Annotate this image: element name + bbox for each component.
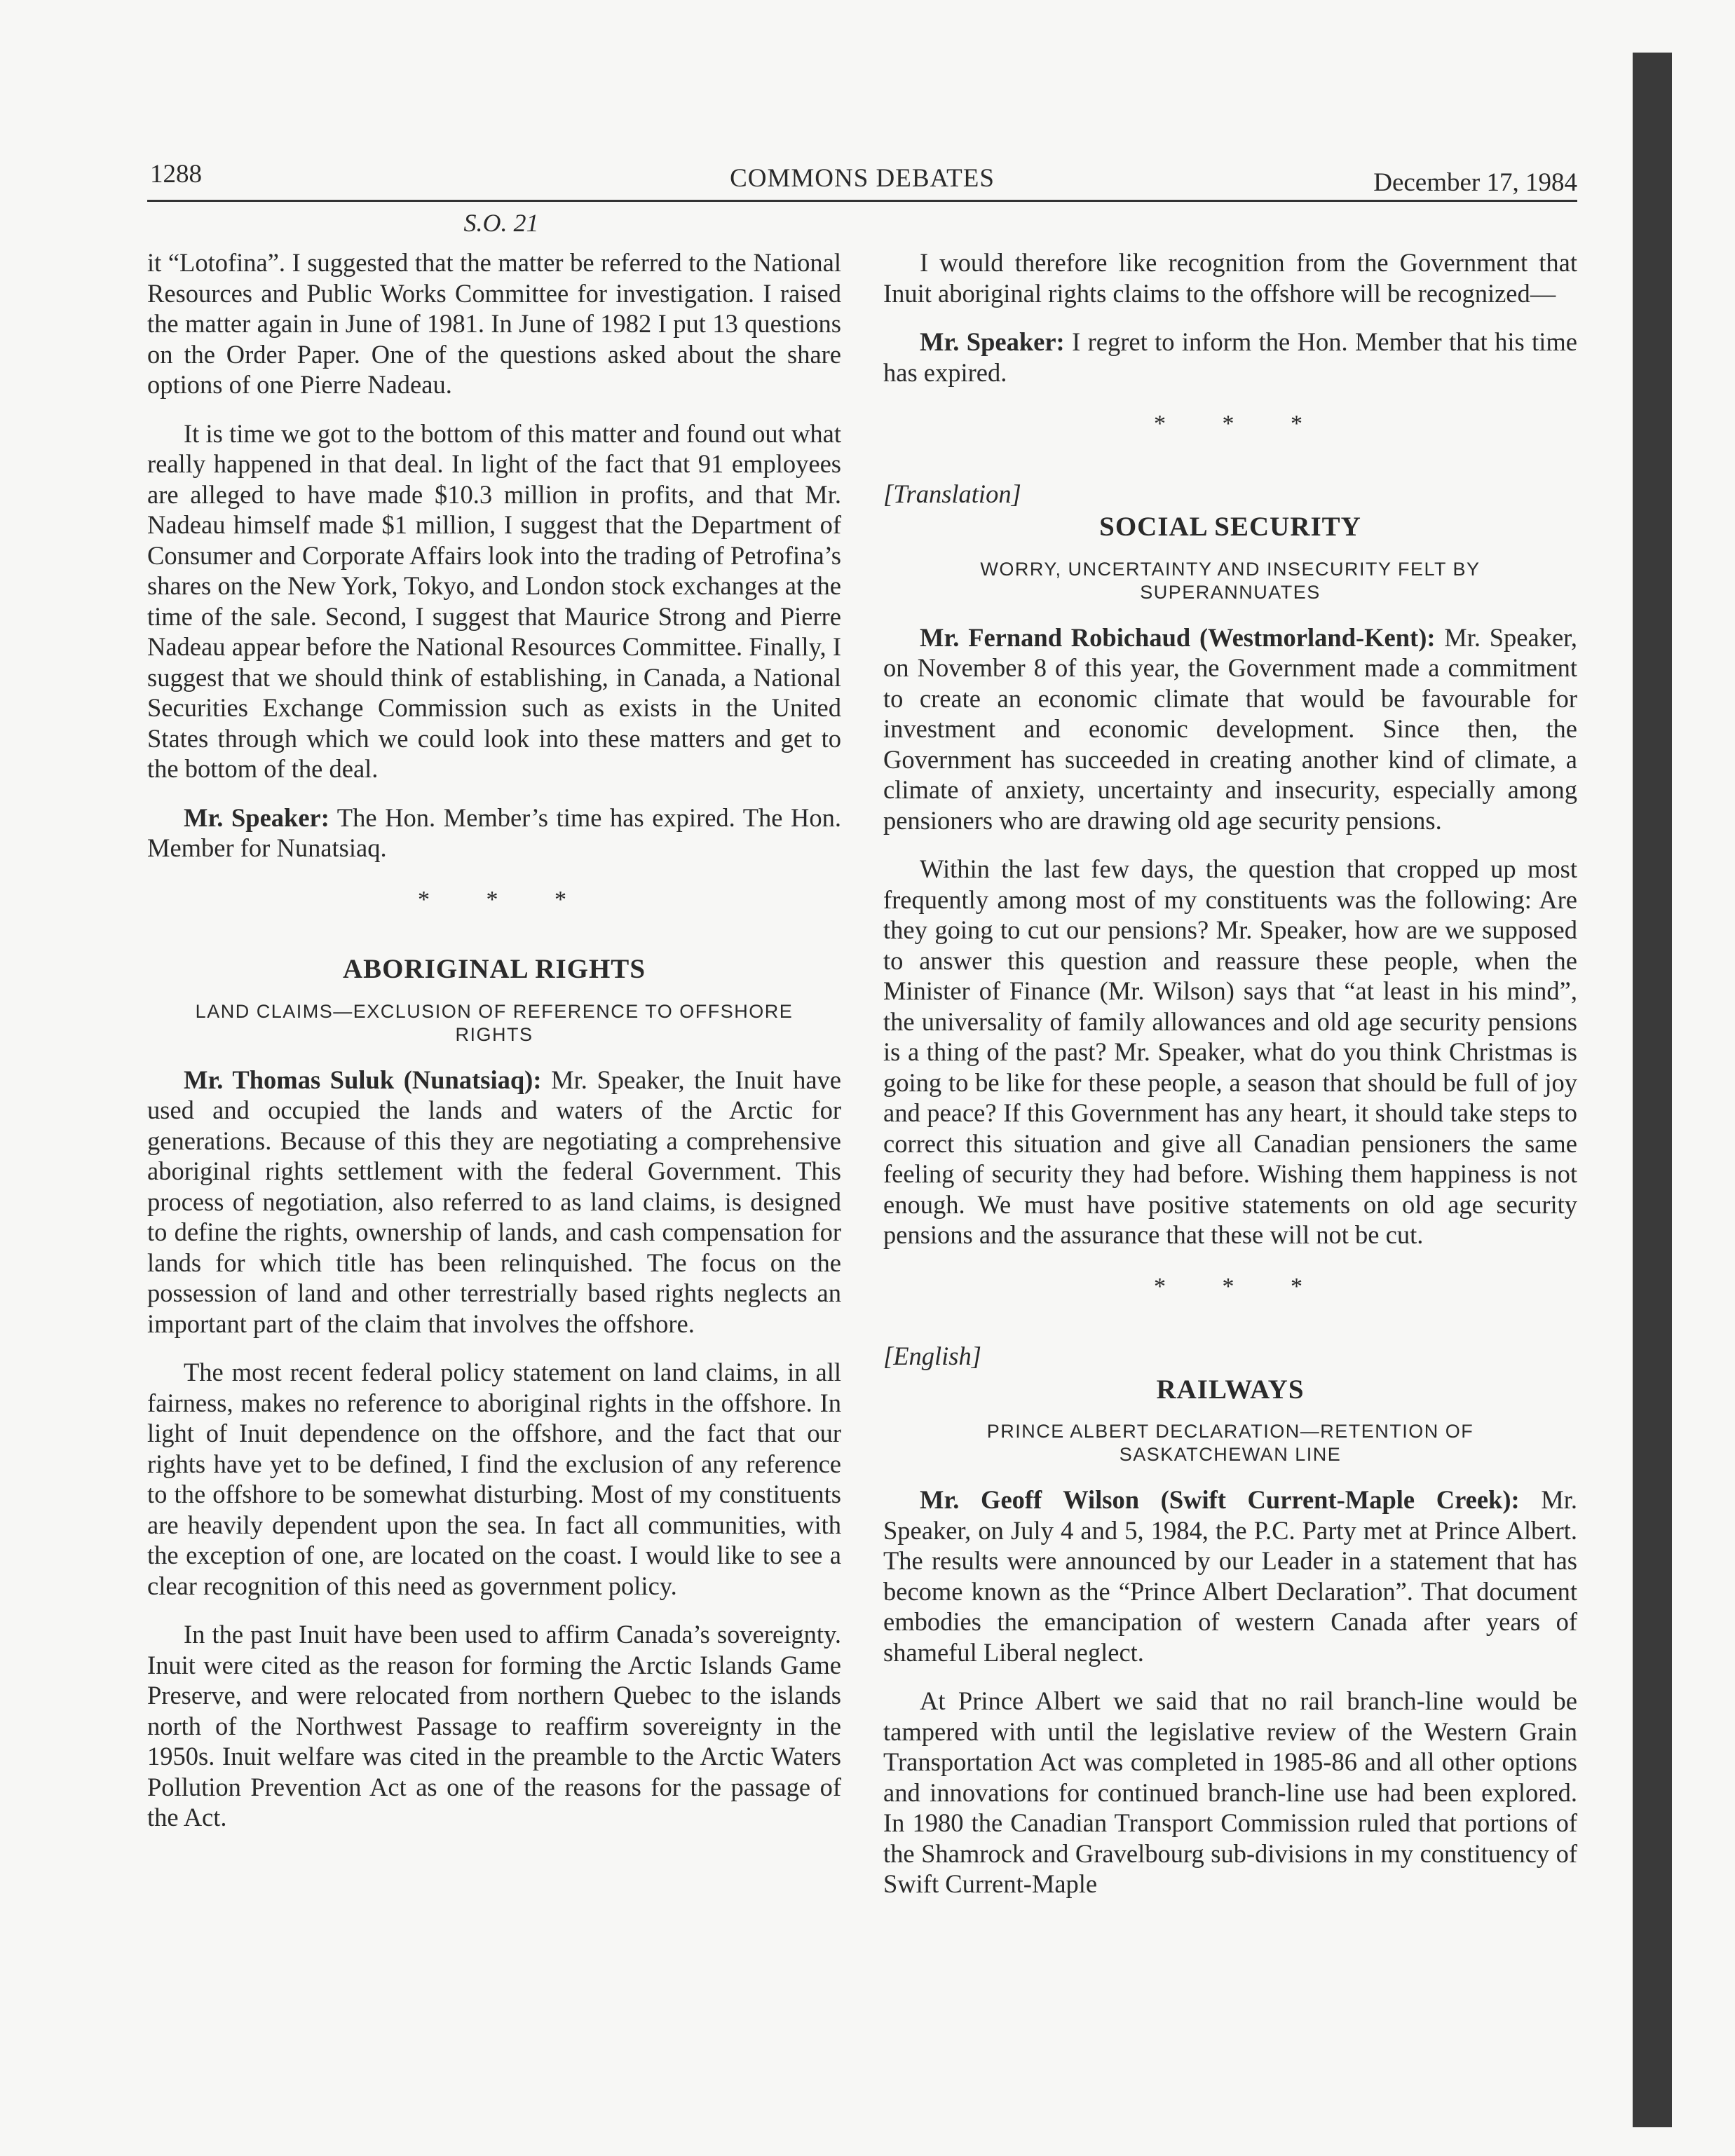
page-number: 1288 bbox=[150, 160, 202, 189]
paragraph: The most recent federal policy statement on land claims, in all fairness, makes no reference to aboriginal rights in the offshore. In light of Inuit dependence on the offshore, and the fact that our rights have yet to be defined, I find the exclusion of any reference to the offshore to be somewhat disturbing. Most of my constituents are heavily dependent upon the sea. In fact all communities, with the exception of one, are located on the coast. I would like to see a clear recognition of this need as government policy. bbox=[147, 1358, 841, 1600]
paragraph: it “Lotofina”. I suggested that the matter be referred to the National Resources and Public Works Committee for investigation. I raised the matter again in June of 1981. In June of 1982 I put 13 questions on the Order Paper. One of the questions asked about the share options of one Pierre Nadeau. bbox=[147, 248, 841, 399]
speech-text: Mr. Speaker, on July 4 and 5, 1984, the P.C. Party met at Prince Albert. The results were announced by our Leader in a statement that has become known as the “Prince Albert Declaration”. That document embodies the emancipation of western Canada after years of shameful Liberal neglect. bbox=[883, 1485, 1577, 1667]
section-marker: S.O. 21 bbox=[463, 209, 539, 237]
language-tag: [Translation] bbox=[883, 479, 1021, 508]
section-separator: * * * bbox=[1154, 1273, 1328, 1299]
speaker-name: Mr. Speaker: bbox=[184, 803, 329, 832]
language-tag: [English] bbox=[883, 1342, 981, 1370]
paragraph bbox=[883, 622, 1577, 836]
speech-text: Mr. Speaker, on November 8 of this year, the Government made a commitment to create an economic climate that would be favourable for investment and economic development. Since then, the Government has succeeded in creating another kind of climate, a climate of anxiety, uncertainty and insecurity, especially among pensioners who are drawing old age security pensions. bbox=[883, 622, 1577, 835]
page-header bbox=[147, 158, 1577, 202]
paragraph bbox=[147, 803, 841, 864]
paragraph: In the past Inuit have been used to affirm Canada’s sovereignty. Inuit were cited as the reason for forming the Arctic Islands Game Preserve, and were relocated from northern Quebec to the islands north of the Northwest Passage to reaffirm sovereignty in the 1950s. Inuit welfare was cited in the preamble to the Arctic Waters Pollution Prevention Act as one of the reasons for the passage of the Act. bbox=[147, 1620, 841, 1831]
right-column bbox=[883, 247, 1577, 1918]
section-heading: SOCIAL SECURITY bbox=[1099, 512, 1361, 542]
speaker-name: Mr. Speaker: bbox=[920, 327, 1065, 356]
section-subheading: PRINCE ALBERT DECLARATION—RETENTION OF SASKATCHEWAN LINE bbox=[986, 1421, 1474, 1465]
speech-text: Mr. Speaker, the Inuit have used and occupied the lands and waters of the Arctic for generations. Because of this they are negotiating a comprehensive aboriginal rights settlement with the federal Government. This process of negotiation, also referred to as land claims, is designed to define the rights, ownership of lands, and cash compensation for lands for which title has been relinquished. The focus on the possession of land and other terrestrially based rights neglects an important part of the claim that involves the offshore. bbox=[147, 1065, 841, 1338]
section-heading: RAILWAYS bbox=[1156, 1374, 1305, 1405]
left-column bbox=[147, 247, 841, 1851]
publication-title: COMMONS DEBATES bbox=[730, 164, 995, 193]
speech-text: I regret to inform the Hon. Member that his time has expired. bbox=[883, 327, 1577, 387]
section-separator: * * * bbox=[418, 886, 592, 913]
section-separator: * * * bbox=[1154, 411, 1328, 437]
speaker-name: Mr. Thomas Suluk (Nunatsiaq): bbox=[184, 1065, 542, 1094]
speaker-name: Mr. Fernand Robichaud (Westmorland-Kent): bbox=[920, 622, 1436, 652]
section-heading: ABORIGINAL RIGHTS bbox=[342, 954, 646, 984]
paragraph bbox=[883, 327, 1577, 388]
paragraph: It is time we got to the bottom of this matter and found out what really happened in that deal. In light of the fact that 91 employees are alleged to have made $10.3 million in profits, and that Mr. Nadeau himself made $1 million, I suggest that the Department of Consumer and Corporate Affairs look into the trading of Petrofina’s shares on the New York, Tokyo, and London stock exchanges at the time of the sale. Second, I suggest that Maurice Strong and Pierre Nadeau appear before the National Resources Committee. Finally, I suggest that we should think of establishing, in Canada, a National Securities Exchange Commission such as exists in the United States through which we could look into these matters and get to the bottom of the deal. bbox=[147, 418, 841, 783]
speech-text: The Hon. Member’s time has expired. The Hon. Member for Nunatsiaq. bbox=[147, 803, 841, 862]
section-subheading: WORRY, UNCERTAINTY AND INSECURITY FELT BY SUPERANNUATES bbox=[980, 558, 1481, 603]
paragraph bbox=[147, 1065, 841, 1339]
paragraph: At Prince Albert we said that no rail branch-line would be tampered with until the legislative review of the Western Grain Transportation Act was completed in 1985-86 and all other options and innovations for continued branch-line use had been explored. In 1980 the Canadian Transport Commission ruled that portions of the Shamrock and Gravelbourg sub-divisions in my constituency of Swift Current-Maple bbox=[883, 1686, 1577, 1898]
section-subheading: LAND CLAIMS—EXCLUSION OF REFERENCE TO OFFSHORE RIGHTS bbox=[195, 1000, 794, 1045]
paragraph bbox=[883, 1485, 1577, 1667]
document-page bbox=[147, 158, 1577, 1898]
paragraph: I would therefore like recognition from the Government that Inuit aboriginal rights claims to the offshore will be recognized— bbox=[883, 248, 1577, 308]
speaker-name: Mr. Geoff Wilson (Swift Current-Maple Creek): bbox=[920, 1485, 1520, 1514]
paragraph: Within the last few days, the question that cropped up most frequently among most of my constituents was the following: Are they going to cut our pensions? Mr. Speaker, how are we supposed to answer this question and reassure these people, when the Minister of Finance (Mr. Wilson) says that “at least in his mind”, the universality of family allowances and old age security pensions is a thing of the past? Mr. Speaker, what do you think Christmas is going to be like for these people, a season that should be full of joy and peace? If this Government has any heart, it should take steps to correct this situation and give all Canadian pensioners the same feeling of security they had before. Wishing them happiness is not enough. We must have positive statements on old age security pensions and the assurance that these will not be cut. bbox=[883, 854, 1577, 1249]
scan-edge-shadow bbox=[1633, 53, 1672, 2127]
issue-date: December 17, 1984 bbox=[1373, 168, 1577, 197]
